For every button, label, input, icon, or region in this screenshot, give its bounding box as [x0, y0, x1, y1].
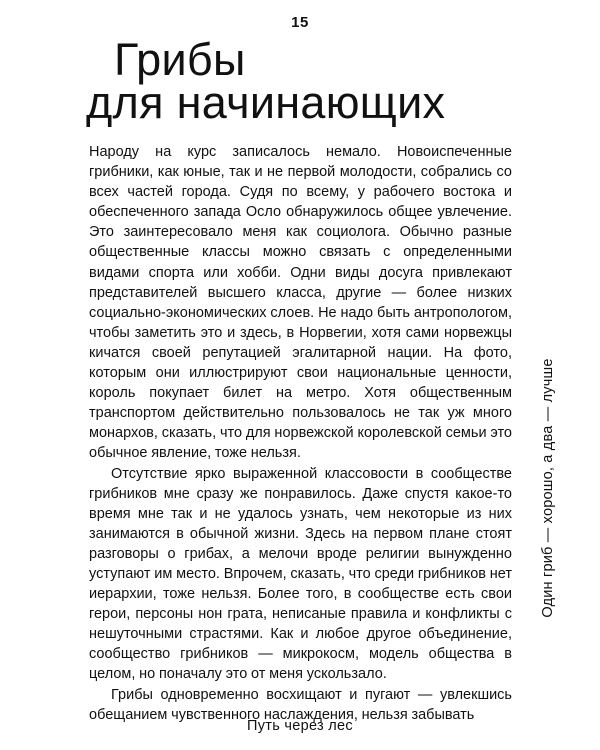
chapter-title-line-1: Грибы [114, 34, 246, 85]
body-text [89, 142, 512, 725]
paragraph-2: Отсутствие ярко выраженной классовости в сообществе грибников мне сразу же понравилось. Даже спустя какое-то время мне так и не удалось узнать, чем некоторые из них занимаются в обычной жизни. Здесь на первом плане стоят разговоры о грибах, а мелочи вроде религии вынужденно уступают им место. Впрочем, сказать, что среди грибников нет иерархии, тоже нельзя. Более того, в сообществе есть свои герои, персоны нон грата, неписаные правила и конфликты с нешуточными страстями. Как и любое другое объединение, сообщество грибников — микрокосм, модель общества в целом, но поначалу это от меня ускользало. [89, 465, 512, 683]
chapter-title [86, 34, 446, 128]
paragraph-3: Грибы одновременно восхищают и пугают — увлекшись обещанием чувственного наслаждения, нельзя забывать [89, 686, 512, 723]
paragraph-1: Народу на курс записалось немало. Новоиспеченные грибники, как юные, так и не первой молодости, собрались со всех частей города. Судя по всему, у рабочего востока и обеспеченного запада Осло обнаружилось общее увлечение. Это заинтересовало меня как социолога. Обычно разные общественные классы можно связать с определенными видами спорта или хобби. Одни виды досуга привлекают представителей высшего класса, другие — более низких социально-экономических слоев. Не надо быть антропологом, чтобы заметить это и здесь, в Норвегии, хотя сами норвежцы кичатся своей репутацией эгалитарной нации. На фото, которым они иллюстрируют свои национальные ценности, король покупает билет на метро. Хотя общественным транспортом действительно пользовалось не так уж много монархов, сказать, что для норвежской королевской семьи это обычное явление, тоже нельзя. [89, 144, 512, 462]
footer-book-title: Путь через лес [247, 718, 353, 734]
page-number: 15 [291, 14, 309, 31]
side-caption: Один гриб — хорошо, а два — лучше [540, 358, 556, 618]
chapter-title-line-2: для начинающих [86, 77, 446, 128]
